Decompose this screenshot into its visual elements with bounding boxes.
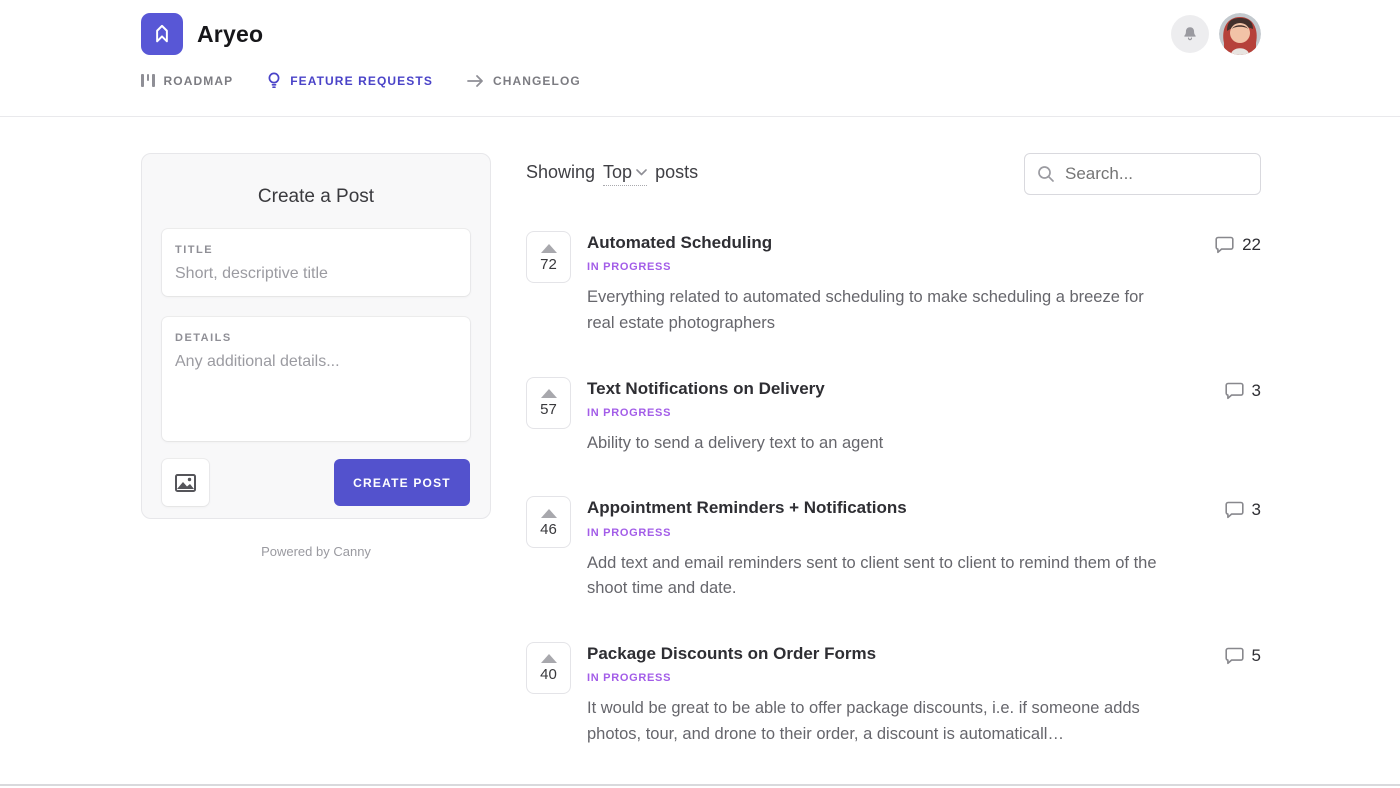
details-input[interactable]	[175, 353, 457, 415]
search-input[interactable]	[1024, 153, 1261, 195]
chevron-bookmark-icon	[149, 21, 175, 47]
posts-column	[526, 153, 1261, 788]
nav-feature-requests-label: FEATURE REQUESTS	[290, 73, 433, 88]
upvote-button[interactable]	[526, 377, 571, 429]
nav-changelog-label: CHANGELOG	[492, 73, 581, 88]
post-body	[587, 496, 1172, 602]
vote-count: 72	[540, 255, 557, 273]
comment-count-cluster[interactable]	[1215, 233, 1261, 257]
powered-by-canny[interactable]: Powered by Canny	[261, 544, 371, 559]
showing-prefix: Showing	[526, 162, 596, 182]
lightbulb-icon	[267, 72, 281, 89]
details-field-label: DETAILS	[175, 332, 232, 344]
post-title[interactable]: Text Notifications on Delivery	[587, 378, 825, 398]
nav-feature-requests[interactable]	[267, 72, 433, 89]
user-avatar[interactable]	[1219, 13, 1261, 55]
notifications-button[interactable]	[1171, 15, 1209, 53]
comment-count: 5	[1251, 645, 1261, 665]
comment-count: 3	[1251, 500, 1261, 520]
create-post-panel	[141, 153, 491, 519]
comment-bubble-icon	[1225, 382, 1244, 400]
create-post-heading: Create a Post	[257, 186, 375, 207]
post-title[interactable]: Automated Scheduling	[587, 233, 773, 252]
post-description: Everything related to automated scheduling to make scheduling a breeze for real estate photographers	[587, 288, 1144, 332]
arrow-right-icon	[467, 74, 484, 88]
nav-roadmap[interactable]	[141, 74, 233, 88]
search-box	[1024, 153, 1261, 195]
nav-roadmap-label: ROADMAP	[163, 73, 234, 88]
upvote-button[interactable]	[526, 496, 571, 548]
brand-name: Aryeo	[197, 20, 264, 47]
roadmap-icon	[141, 74, 155, 87]
upvote-button[interactable]	[526, 642, 571, 694]
post-description: Ability to send a delivery text to an agent	[587, 433, 884, 452]
details-field-card[interactable]	[162, 317, 470, 441]
aryeo-logo-icon	[141, 13, 183, 55]
main-content	[0, 117, 1400, 788]
chevron-down-icon	[636, 169, 647, 176]
avatar-image	[1219, 13, 1261, 55]
comment-count-cluster[interactable]	[1225, 644, 1261, 668]
comment-count: 22	[1242, 235, 1261, 254]
sort-value: Top	[603, 162, 633, 182]
post-row	[526, 496, 1261, 602]
attach-image-button[interactable]	[162, 459, 209, 506]
bell-icon	[1181, 25, 1199, 43]
vote-count: 46	[540, 520, 557, 538]
comment-count-cluster[interactable]	[1225, 498, 1261, 522]
post-row	[526, 231, 1261, 337]
post-status-badge: IN PROGRESS	[587, 526, 672, 539]
title-input[interactable]	[175, 265, 457, 283]
upvote-triangle-icon	[541, 509, 557, 518]
post-body	[587, 377, 1172, 457]
vote-count: 40	[540, 666, 557, 684]
showing-label	[526, 162, 698, 186]
post-row	[526, 377, 1261, 457]
comment-bubble-icon	[1225, 647, 1244, 665]
showing-suffix: posts	[655, 162, 699, 182]
board-nav	[141, 72, 1261, 89]
title-field-label: TITLE	[175, 244, 214, 256]
comment-count: 3	[1251, 380, 1261, 400]
vote-count: 57	[540, 401, 557, 419]
post-description: It would be great to be able to offer package discounts, i.e. if someone adds photos, tour, and drone to their order, a discount is automaticall…	[587, 699, 1140, 743]
post-status-badge: IN PROGRESS	[587, 261, 672, 274]
post-description: Add text and email reminders sent to client sent to client to remind them of the shoot time and date.	[587, 553, 1157, 598]
post-status-badge: IN PROGRESS	[587, 672, 672, 685]
image-icon	[175, 474, 196, 492]
post-body	[587, 231, 1172, 337]
comment-bubble-icon	[1225, 501, 1244, 519]
sort-dropdown[interactable]	[603, 162, 647, 186]
upvote-triangle-icon	[541, 654, 557, 663]
upvote-triangle-icon	[541, 244, 557, 253]
post-status-badge: IN PROGRESS	[587, 406, 672, 419]
create-post-column	[141, 153, 491, 788]
post-body	[587, 642, 1172, 748]
posts-toolbar	[526, 153, 1261, 195]
comment-bubble-icon	[1215, 236, 1234, 254]
upvote-triangle-icon	[541, 389, 557, 398]
header	[0, 0, 1400, 117]
title-field-card[interactable]	[162, 229, 470, 296]
nav-changelog[interactable]	[467, 74, 581, 88]
comment-count-cluster[interactable]	[1225, 379, 1261, 403]
post-title[interactable]: Appointment Reminders + Notifications	[587, 498, 907, 518]
post-title[interactable]: Package Discounts on Order Forms	[587, 643, 877, 663]
create-post-button[interactable]: CREATE POST	[334, 459, 470, 506]
post-row	[526, 642, 1261, 748]
upvote-button[interactable]	[526, 231, 571, 283]
